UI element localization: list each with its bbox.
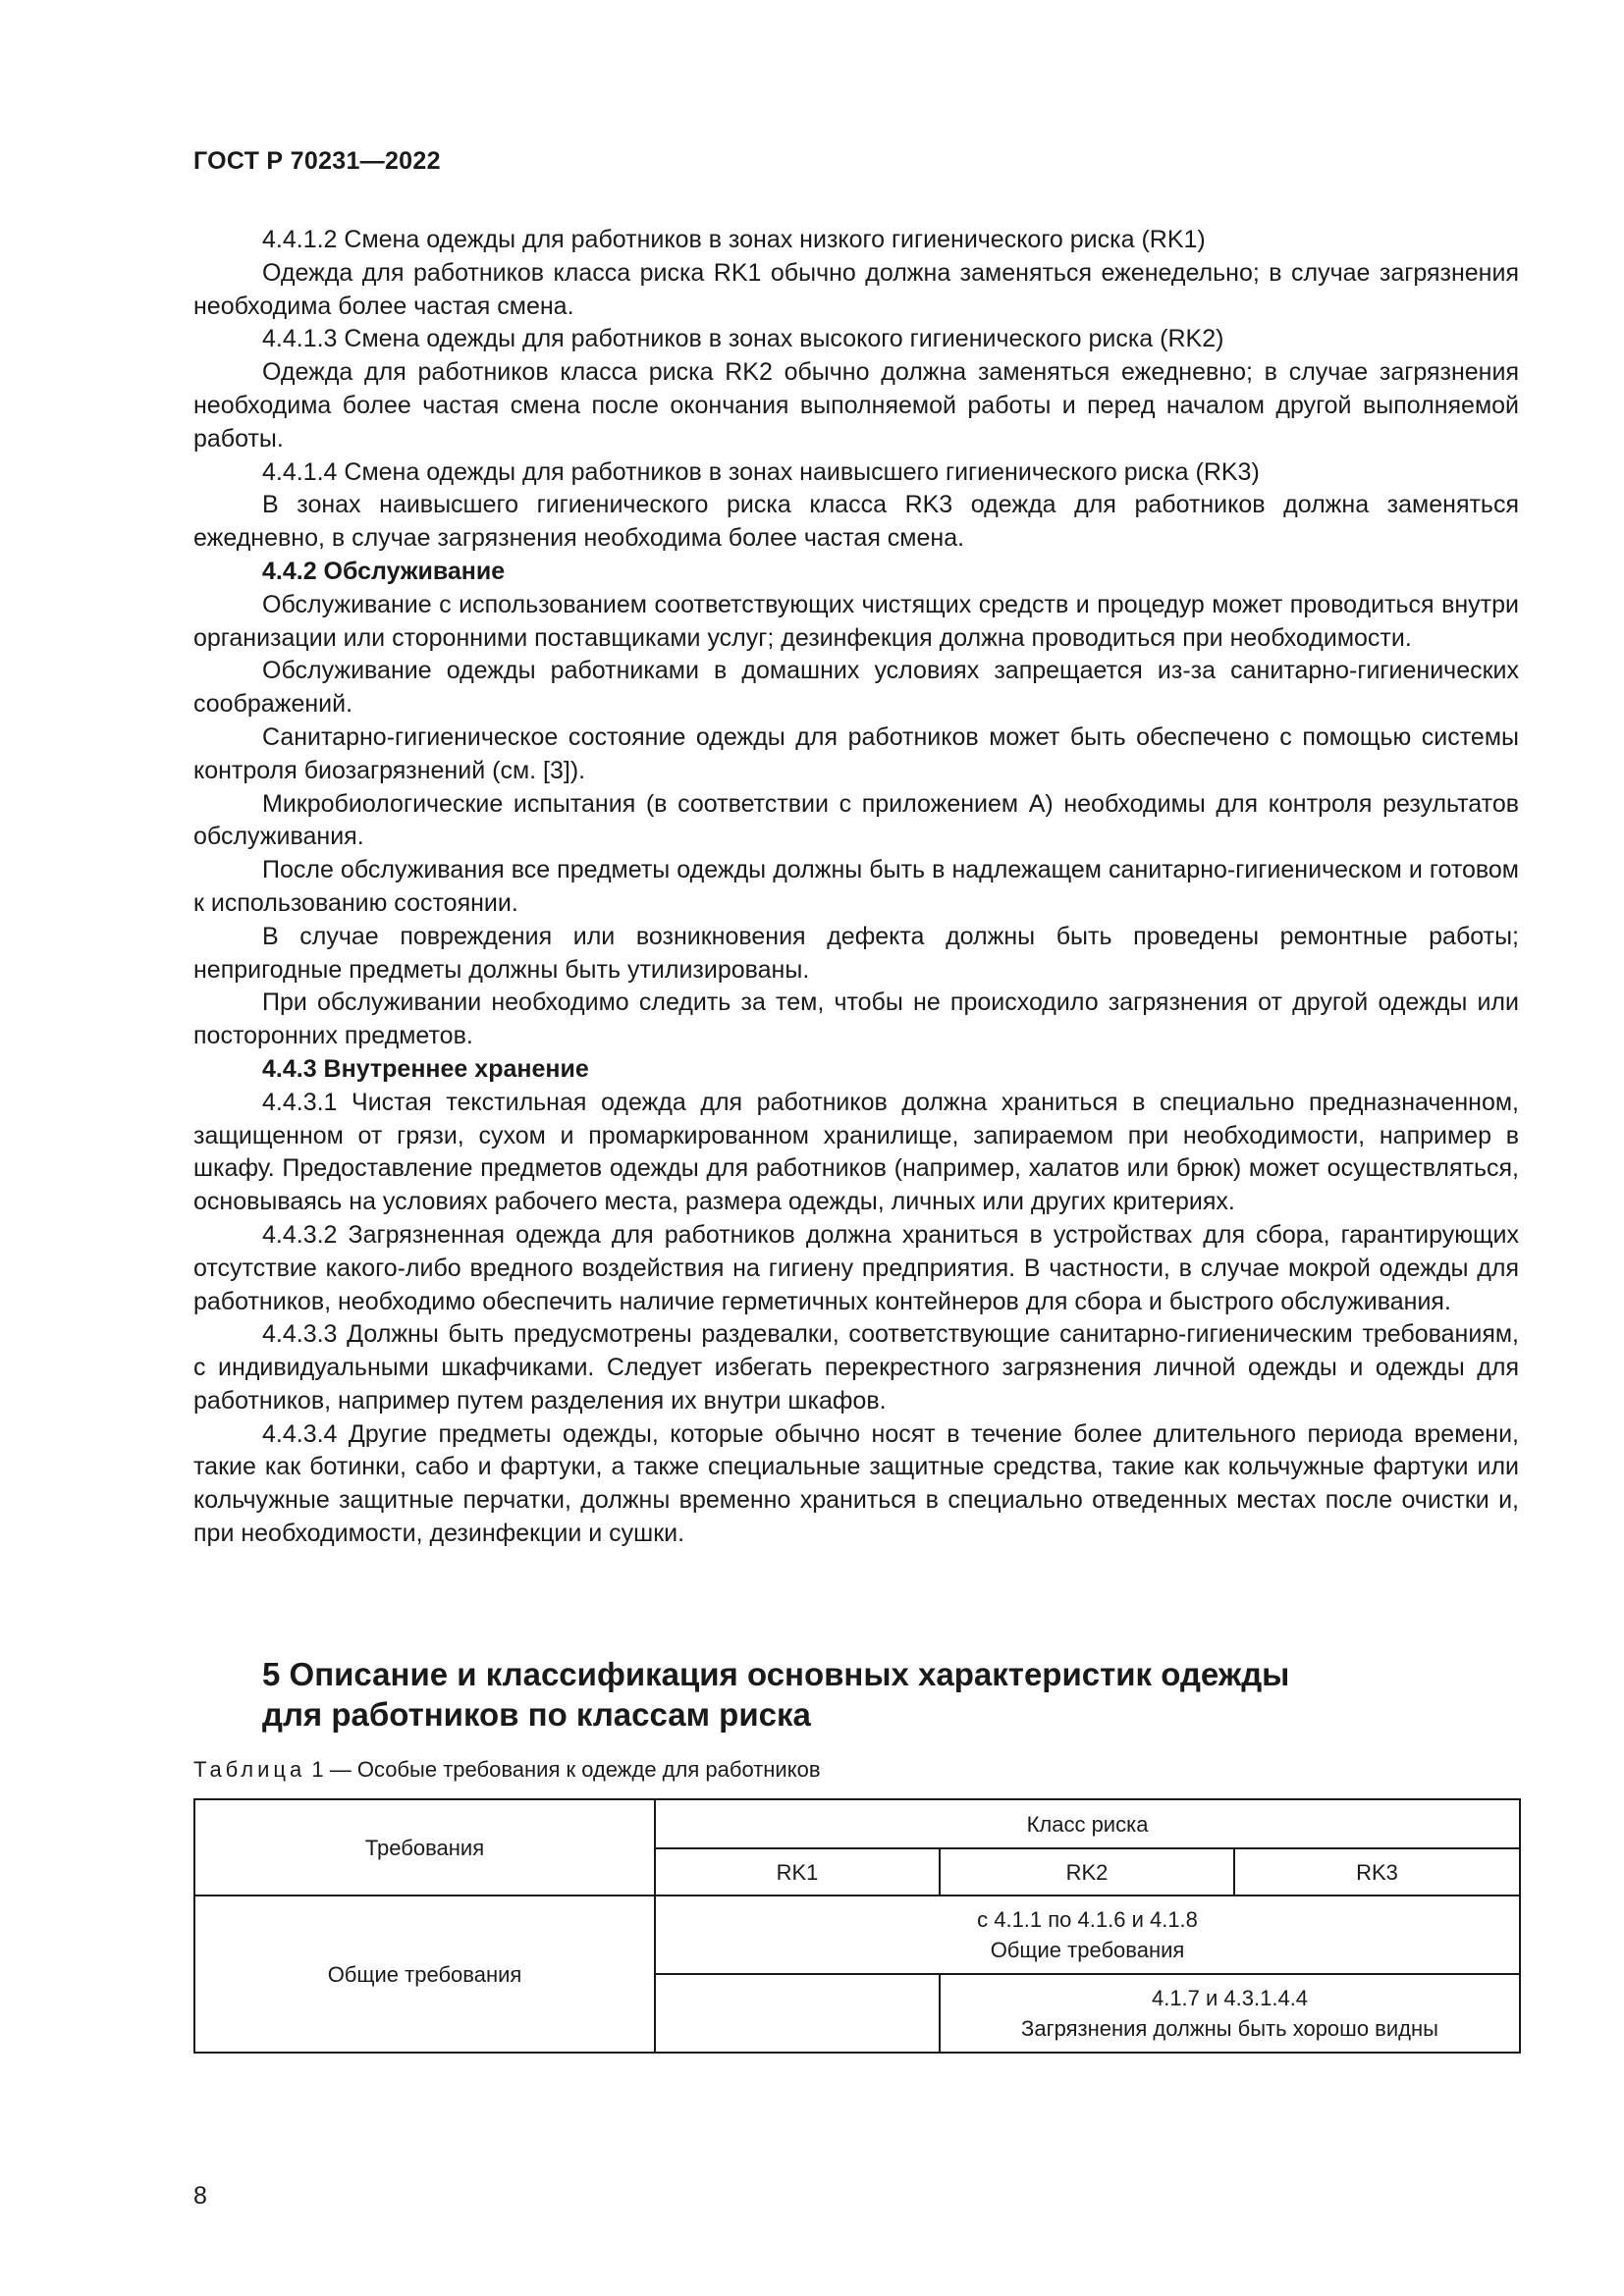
- body-text: [193, 224, 1519, 1551]
- paragraph: При обслуживании необходимо следить за тем, чтобы не происходило загрязнения от другой одежды или посторонних предметов.: [193, 988, 1519, 1050]
- document-id-header: ГОСТ Р 70231—2022: [193, 147, 441, 175]
- table-caption: [193, 1757, 821, 1783]
- page-number: 8: [193, 2182, 207, 2210]
- header-rk2: RK2: [940, 1848, 1234, 1896]
- cell-line: Загрязнения должны быть хорошо видны: [1021, 2016, 1438, 2041]
- paragraph: Обслуживание одежды работниками в домашних условиях запрещается из-за санитарно-гигиенических соображений.: [193, 657, 1519, 719]
- paragraph-4-4-3-4: 4.4.3.4 Другие предметы одежды, которые обычно носят в течение более длительного периода времени, такие как ботинки, сабо и фартуки, а также специальные защитные средства, такие как кольчужные фартуки или кольчужные защитные перчатки, должны временно храниться в специально отведенных местах после очистки и, при необходимости, дезинфекции и сушки.: [193, 1419, 1519, 1548]
- paragraph-4-4-3-1: 4.4.3.1 Чистая текстильная одежда для работников должна храниться в специально предназначенном, защищенном от грязи, сухом и промаркированном хранилище, запираемом при необходимости, например в шкафу. Предоставление предметов одежды для работников (например, халатов или брюк) может осуществляться, основываясь на условиях рабочего места, размера одежды, личных или других критериях.: [193, 1088, 1519, 1216]
- table-caption-text: 1 — Особые требования к одежде для работников: [305, 1757, 821, 1782]
- header-rk1: RK1: [655, 1848, 940, 1896]
- table-row: [194, 1896, 1520, 1974]
- requirements-table: [193, 1798, 1521, 2054]
- cell-rk1-empty: [655, 1974, 940, 2053]
- paragraph: Микробиологические испытания (в соответствии с приложением А) необходимы для контроля результатов обслуживания.: [193, 789, 1519, 851]
- section-title-line-2: для работников по классам риска: [262, 1696, 811, 1733]
- paragraph: В зонах наивысшего гигиенического риска класса RK3 одежда для работников должна заменяться ежедневно, в случае загрязнения необходима более частая смена.: [193, 491, 1519, 553]
- paragraph: Одежда для работников класса риска RK2 обычно должна заменяться ежедневно; в случае загрязнения необходима более частая смена после окончания выполняемой работы и перед началом другой выполняемой работы.: [193, 358, 1519, 453]
- table-header-row: [194, 1799, 1520, 1848]
- paragraph-4-4-3-3: 4.4.3.3 Должны быть предусмотрены раздевалки, соответствующие санитарно-гигиеническим требованиям, с индивидуальными шкафчиками. Следует избегать перекрестного загрязнения личной одежды и одежды для работников, например путем разделения их внутри шкафов.: [193, 1320, 1519, 1415]
- cell-all-classes: [655, 1896, 1520, 1974]
- paragraph-4-4-1-3: 4.4.1.3 Смена одежды для работников в зонах высокого гигиенического риска (RK2): [262, 325, 1224, 353]
- paragraph-4-4-1-4: 4.4.1.4 Смена одежды для работников в зонах наивысшего гигиенического риска (RK3): [262, 457, 1260, 486]
- section-5-title: [262, 1654, 1440, 1735]
- paragraph: Обслуживание с использованием соответствующих чистящих средств и процедур может проводиться внутри организации или сторонними поставщиками услуг; дезинфекция должна проводиться при необходимости.: [193, 590, 1519, 652]
- section-title-line-1: 5 Описание и классификация основных характеристик одежды: [262, 1656, 1290, 1692]
- paragraph: В случае повреждения или возникновения дефекта должны быть проведены ремонтные работы; непригодные предметы должны быть утилизированы.: [193, 922, 1519, 984]
- header-rk3: RK3: [1234, 1848, 1520, 1896]
- paragraph-4-4-1-2: 4.4.1.2 Смена одежды для работников в зонах низкого гигиенического риска (RK1): [262, 226, 1206, 253]
- header-risk-class: Класс риска: [655, 1799, 1520, 1848]
- paragraph-4-4-3-2: 4.4.3.2 Загрязненная одежда для работников должна храниться в устройствах для сбора, гарантирующих отсутствие какого-либо вредного воздействия на гигиену предприятия. В частности, в случае мокрой одежды для работников, необходимо обеспечить наличие герметичных контейнеров для сбора и быстрого обслуживания.: [193, 1220, 1519, 1315]
- paragraph: После обслуживания все предметы одежды должны быть в надлежащем санитарно-гигиеническом и готовом к использованию состоянии.: [193, 856, 1519, 917]
- paragraph: Одежда для работников класса риска RK1 обычно должна заменяться еженедельно; в случае загрязнения необходима более частая смена.: [193, 258, 1519, 320]
- cell-line: с 4.1.1 по 4.1.6 и 4.1.8: [977, 1907, 1198, 1932]
- cell-rk2-rk3: [940, 1974, 1520, 2053]
- row-label-general: Общие требования: [194, 1896, 655, 2053]
- subsection-heading-4-4-3: 4.4.3 Внутреннее хранение: [262, 1054, 589, 1083]
- cell-line: 4.1.7 и 4.3.1.4.4: [1151, 1986, 1309, 2010]
- header-requirements: Требования: [194, 1799, 655, 1896]
- cell-line: Общие требования: [990, 1938, 1185, 1962]
- paragraph: Санитарно-гигиеническое состояние одежды для работников может быть обеспечено с помощью системы контроля биозагрязнений (см. [3]).: [193, 722, 1519, 784]
- table-caption-label: Таблица: [193, 1757, 306, 1782]
- subsection-heading-4-4-2: 4.4.2 Обслуживание: [262, 557, 506, 585]
